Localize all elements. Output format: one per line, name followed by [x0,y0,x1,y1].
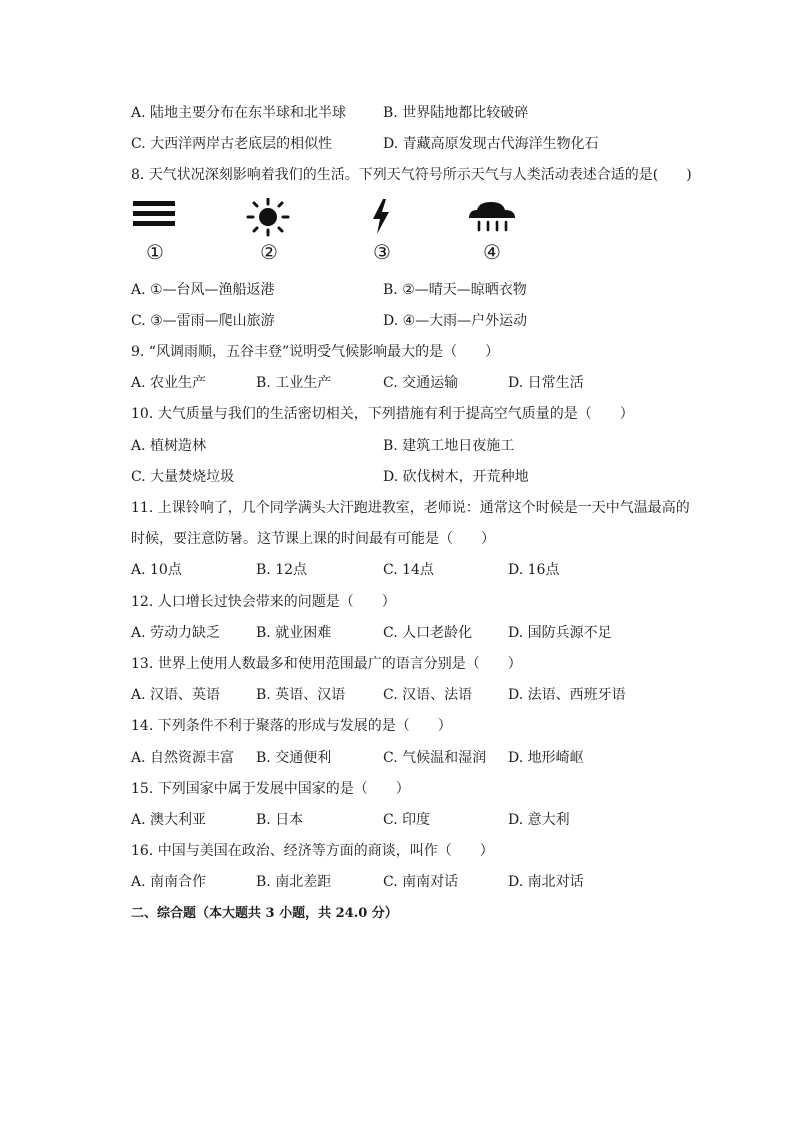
symbol-label-4: ④ [483,240,501,264]
q8-option-b: B. ②—晴天—晾晒衣物 [383,282,527,298]
q11-option-a: A. 10点 [131,562,182,578]
q14-option-a: A. 自然资源丰富 [131,750,235,766]
heavy-rain-symbol-icon [465,200,519,234]
symbol-label-3: ③ [373,240,391,264]
q9-option-a: A. 农业生产 [131,375,207,391]
q8-option-a: A. ①—台风—渔船返港 [131,282,275,298]
q9-stem: 9. “风调雨顺，五谷丰登”说明受气候影响最大的是（ ） [131,344,500,360]
q7-option-d: D. 青藏高原发现古代海洋生物化石 [383,136,599,152]
q8-option-d: D. ④—大雨—户外运动 [383,313,528,329]
q10-stem: 10. 大气质量与我们的生活密切相关，下列措施有利于提高空气质量的是（ ） [131,406,634,422]
q15-stem: 15. 下列国家中属于发展中国家的是（ ） [131,781,410,797]
q8-stem: 8. 天气状况深刻影响着我们的生活。下列天气符号所示天气与人类活动表述合适的是( ) [131,167,692,183]
q9-option-c: C. 交通运输 [383,375,459,391]
q15-option-d: D. 意大利 [508,812,570,828]
q7-option-b: B. 世界陆地都比较破碎 [383,105,529,121]
q12-stem: 12. 人口增长过快会带来的问题是（ ） [131,594,396,610]
q7-option-c: C. 大西洋两岸古老底层的相似性 [131,136,333,152]
q14-option-b: B. 交通便利 [256,750,332,766]
q9-option-b: B. 工业生产 [256,375,332,391]
q10-option-c: C. 大量焚烧垃圾 [131,469,235,485]
sunny-symbol-icon [244,198,292,238]
q10-option-d: D. 砍伐树木，开荒种地 [383,469,529,485]
symbol-label-2: ② [260,240,278,264]
thunder-symbol-icon [369,198,393,236]
q13-option-b: B. 英语、汉语 [256,687,346,703]
q13-option-a: A. 汉语、英语 [131,687,221,703]
q14-option-c: C. 气候温和湿润 [383,750,487,766]
q11-option-b: B. 12点 [256,562,308,578]
q11-stem-line1: 11. 上课铃响了，几个同学满头大汗跑进教室，老师说：通常这个时候是一天中气温最高的 [131,500,690,516]
weather-symbols [0,198,794,268]
q8-option-c: C. ③—雷雨—爬山旅游 [131,313,275,329]
q11-option-d: D. 16点 [508,562,560,578]
q15-option-c: C. 印度 [383,812,431,828]
typhoon-symbol-icon [133,201,177,229]
q12-option-d: D. 国防兵源不足 [508,625,612,641]
q13-stem: 13. 世界上使用人数最多和使用范围最广的语言分别是（ ） [131,656,522,672]
q11-option-c: C. 14点 [383,562,434,578]
q13-option-d: D. 法语、西班牙语 [508,687,626,703]
q14-stem: 14. 下列条件不利于聚落的形成与发展的是（ ） [131,718,452,734]
q15-option-b: B. 日本 [256,812,304,828]
q12-option-b: B. 就业困难 [256,625,332,641]
q16-option-a: A. 南南合作 [131,874,207,890]
q16-option-c: C. 南南对话 [383,874,459,890]
q7-option-a: A. 陆地主要分布在东半球和北半球 [131,105,347,121]
q12-option-c: C. 人口老龄化 [383,625,473,641]
q10-option-a: A. 植树造林 [131,438,207,454]
section-heading: 二、综合题（本大题共 3 小题，共 24.0 分） [131,906,398,921]
q13-option-c: C. 汉语、法语 [383,687,473,703]
q16-stem: 16. 中国与美国在政治、经济等方面的商谈，叫作（ ） [131,843,494,859]
q9-option-d: D. 日常生活 [508,375,584,391]
q11-stem-line2: 时候，要注意防暑。这节课上课的时间最有可能是（ ） [131,531,495,547]
q14-option-d: D. 地形崎岖 [508,750,584,766]
q12-option-a: A. 劳动力缺乏 [131,625,221,641]
q10-option-b: B. 建筑工地日夜施工 [383,438,515,454]
q16-option-b: B. 南北差距 [256,874,332,890]
q15-option-a: A. 澳大利亚 [131,812,207,828]
q16-option-d: D. 南北对话 [508,874,584,890]
symbol-label-1: ① [146,240,164,264]
